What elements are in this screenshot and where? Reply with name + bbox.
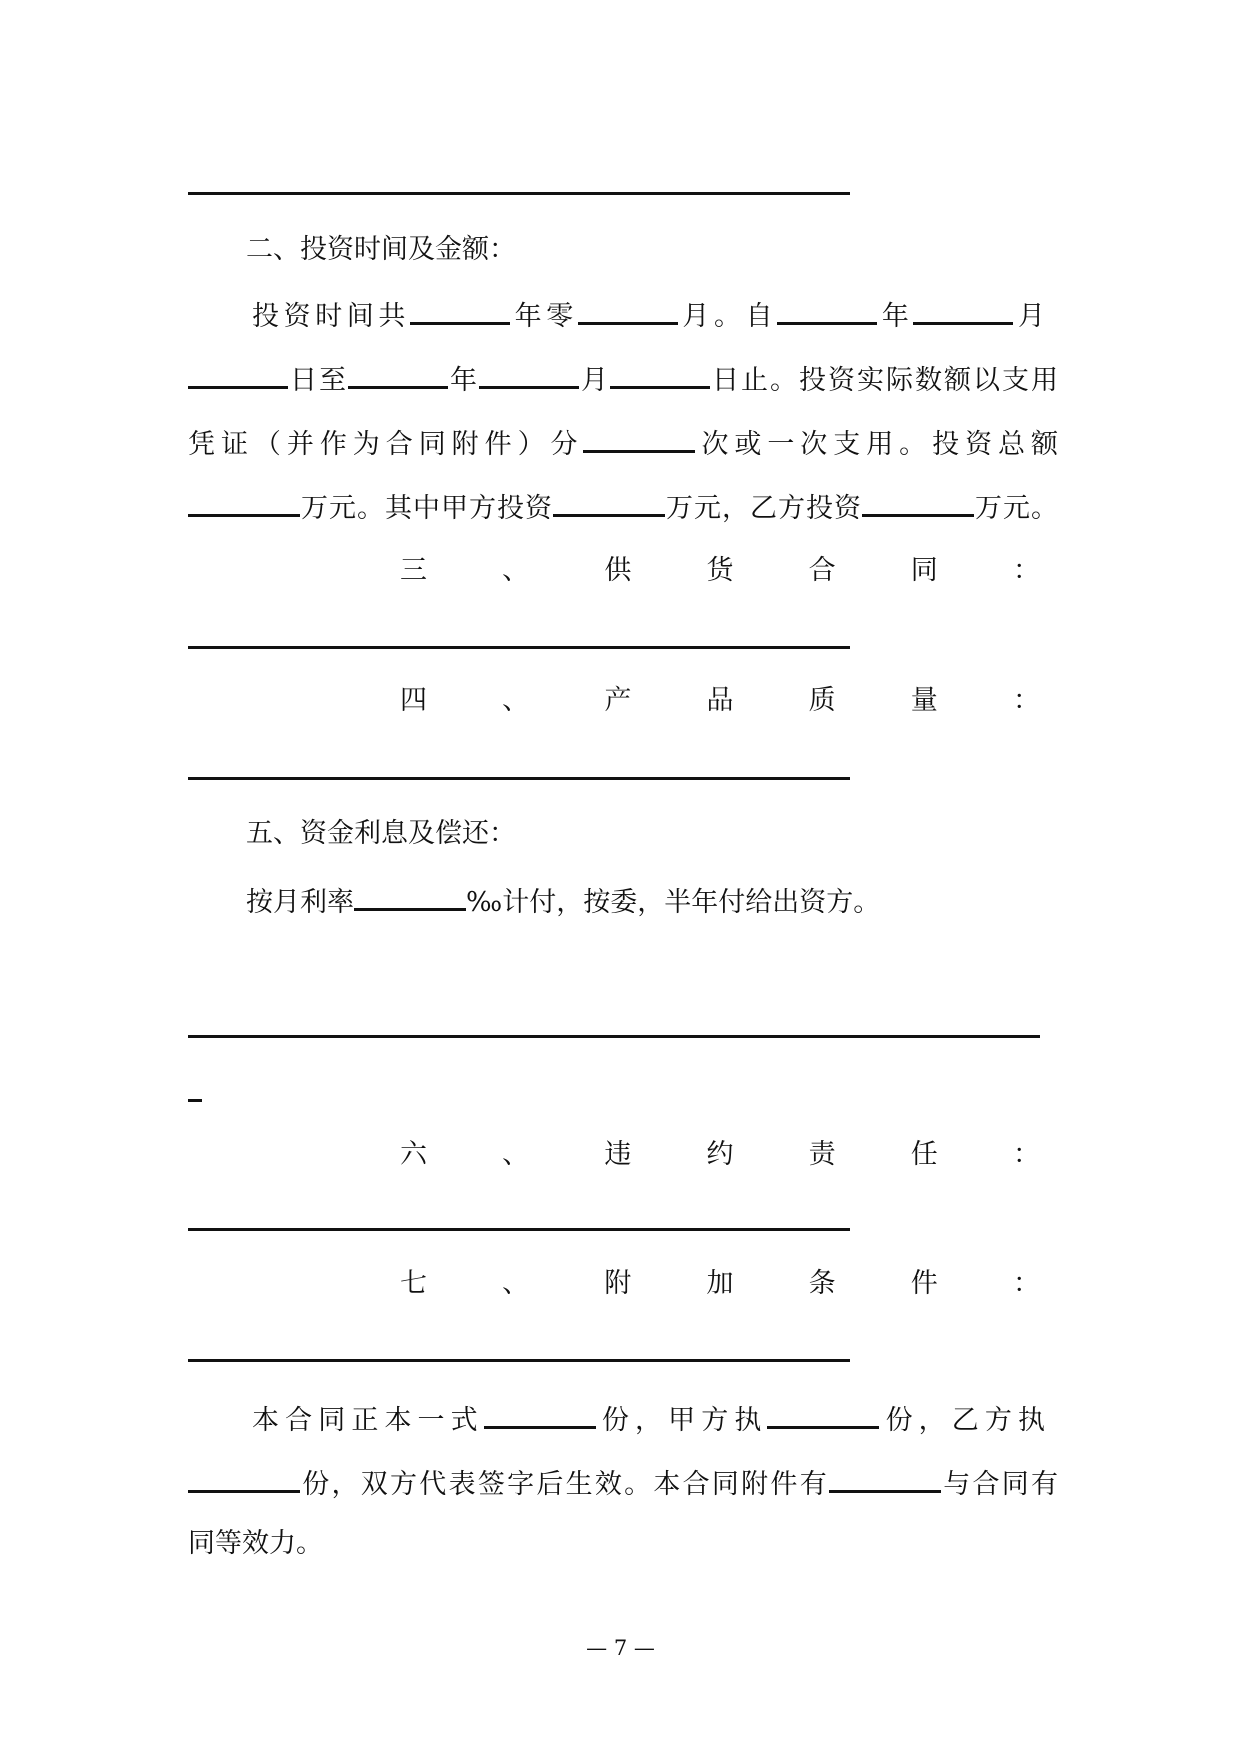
blank-field[interactable] — [583, 422, 695, 453]
blank-field[interactable] — [354, 880, 466, 911]
blank-field[interactable] — [578, 294, 678, 325]
paragraph-line: 凭证（并作为合同附件）分 次或一次支用。投资总额 — [188, 422, 1058, 463]
fill-line — [188, 777, 850, 780]
fill-line — [188, 1228, 850, 1231]
paragraph-line: 份，双方代表签字后生效。本合同附件有 与合同有 — [188, 1462, 1058, 1503]
fill-line — [188, 646, 850, 649]
blank-field[interactable] — [913, 294, 1013, 325]
blank-field[interactable] — [188, 1462, 300, 1493]
section-heading-spread: 七 、 附 加 条 件 ： — [400, 1268, 1040, 1299]
section-heading-spread: 三 、 供 货 合 同 ： — [400, 555, 1040, 586]
blank-field[interactable] — [610, 358, 710, 389]
blank-field[interactable] — [479, 358, 579, 389]
paragraph-line: 日至 年 月 日止。投资实际数额以支用 — [188, 358, 1058, 399]
fill-line — [188, 192, 850, 195]
blank-field[interactable] — [553, 486, 665, 517]
paragraph-line: 同等效力。 — [188, 1528, 323, 1559]
blank-field[interactable] — [767, 1398, 879, 1429]
paragraph-line: 万元。其中甲方投资 万元，乙方投资 万元。 — [188, 486, 1058, 527]
page-number: — 7 — — [586, 1636, 655, 1660]
blank-field[interactable] — [188, 358, 288, 389]
section-heading: 二、投资时间及金额： — [246, 234, 516, 265]
blank-field[interactable] — [188, 486, 300, 517]
paragraph-line: 投资时间共 年零 月。自 年 月 — [252, 294, 1045, 335]
fill-line — [188, 1035, 1040, 1038]
blank-field[interactable] — [484, 1398, 596, 1429]
blank-field[interactable] — [829, 1462, 941, 1493]
fill-line — [188, 1359, 850, 1362]
blank-field[interactable] — [410, 294, 510, 325]
section-heading: 五、资金利息及偿还： — [246, 818, 516, 849]
section-heading-spread: 六 、 违 约 责 任 ： — [400, 1139, 1040, 1170]
blank-field[interactable] — [862, 486, 974, 517]
paragraph-line: 本合同正本一式 份，甲方执 份，乙方执 — [252, 1398, 1045, 1439]
fill-line — [188, 1099, 202, 1102]
blank-field[interactable] — [348, 358, 448, 389]
section-heading-spread: 四 、 产 品 质 量 ： — [400, 685, 1040, 716]
blank-field[interactable] — [777, 294, 877, 325]
paragraph-line: 按月利率 ‰计付，按委，半年付给出资方。 — [246, 880, 880, 921]
